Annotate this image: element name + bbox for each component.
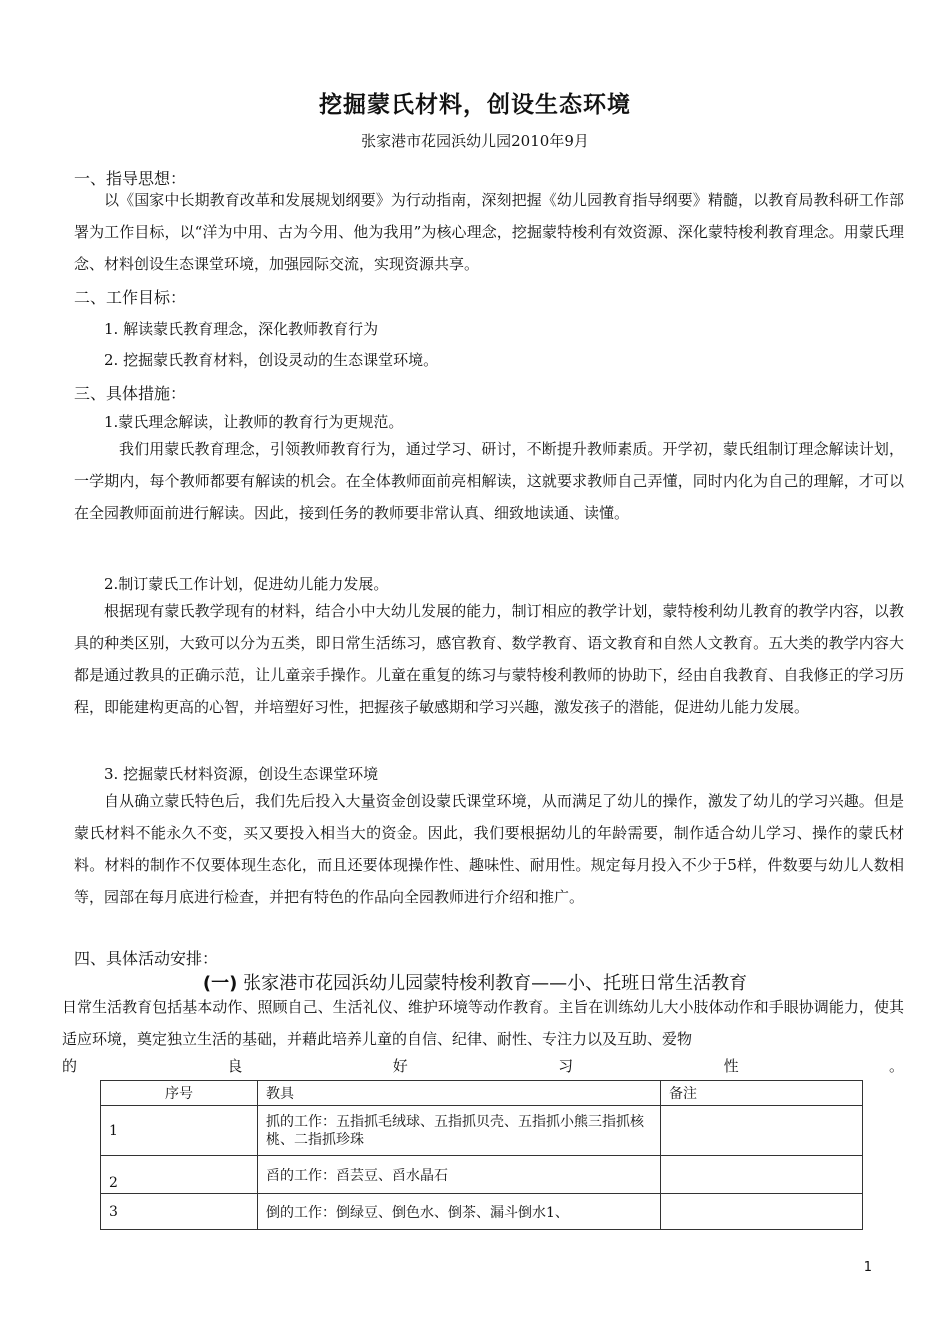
section-heading-activity-schedule: 四、具体活动安排： (74, 949, 219, 968)
tail-char: 好 (392, 1057, 408, 1075)
tail-char: 良 (227, 1057, 243, 1075)
daily-life-paragraph-tail (62, 1055, 904, 1076)
header-note: 备注 (661, 1081, 863, 1106)
measure-2-title: 2.制订蒙氏工作计划，促进幼儿能力发展。 (104, 575, 389, 593)
section-heading-guiding-thought: 一、指导思想： (74, 169, 187, 188)
row-tool: 舀的工作：舀芸豆、舀水晶石 (258, 1156, 661, 1194)
row-note (661, 1194, 863, 1230)
daily-life-paragraph: 日常生活教育包括基本动作、照顾自己、生活礼仪、维护环境等动作教育。主旨在训练幼儿大小肢体动作和手眼协调能力，使其适应环境，奠定独立生活的基础，并藉此培养儿童的自信、纪律、耐性、专注力以及互助、爱物 (62, 998, 904, 1048)
measure-3-title: 3. 挖掘蒙氏材料资源，创设生态课堂环境 (104, 765, 379, 783)
guiding-thought-paragraph: 以《国家中长期教育改革和发展规划纲要》为行动指南，深刻把握《幼儿园教育指导纲要》精髓，以教育局教科研工作部署为工作目标，以“洋为中用、古为今用、他为我用”为核心理念，挖掘蒙特梭利有效资源、深化蒙特梭利教育理念。用蒙氏理念、材料创设生态课堂环境，加强园际交流，实现资源共享。 (74, 191, 904, 273)
table-row (101, 1156, 863, 1194)
table-header-row (101, 1081, 863, 1106)
row-number: 2 (101, 1156, 258, 1194)
measure-3-paragraph: 自从确立蒙氏特色后，我们先后投入大量资金创设蒙氏课堂环境，从而满足了幼儿的操作，激发了幼儿的学习兴趣。但是蒙氏材料不能永久不变，买又要投入相当大的资金。因此，我们要根据幼儿的年龄需要，制作适合幼儿学习、操作的蒙氏材料。材料的制作不仅要体现生态化，而且还要体现操作性、趣味性、耐用性。规定每月投入不少于5样，件数要与幼儿人数相等，园部在每月底进行检查，并把有特色的作品向全园教师进行介绍和推广。 (74, 792, 904, 906)
row-tool: 抓的工作：五指抓毛绒球、五指抓贝壳、五指抓小熊三指抓核桃、二指抓珍珠 (258, 1106, 661, 1156)
section-heading-work-goals: 二、工作目标： (74, 288, 187, 307)
work-goal-item-1: 1. 解读蒙氏教育理念，深化教师教育行为 (104, 320, 379, 338)
tail-char: 的 (62, 1057, 78, 1075)
row-note (661, 1156, 863, 1194)
page-subtitle: 张家港市花园浜幼儿园2010年9月 (361, 132, 589, 150)
header-number: 序号 (101, 1081, 258, 1106)
row-number: 3 (101, 1194, 258, 1230)
teaching-tools-table (100, 1080, 863, 1230)
table-row (101, 1194, 863, 1230)
section-heading-measures: 三、具体措施： (74, 384, 187, 403)
measure-1-paragraph: 我们用蒙氏教育理念，引领教师教育行为，通过学习、研讨，不断提升教师素质。开学初，蒙氏组制订理念解读计划，一学期内，每个教师都要有解读的机会。在全体教师面前亮相解读，这就要求教师自己弄懂，同时内化为自己的理解，才可以在全园教师面前进行解读。因此，接到任务的教师要非常认真、细致地读通、读懂。 (74, 440, 904, 522)
row-tool: 倒的工作：倒绿豆、倒色水、倒茶、漏斗倒水1、 (258, 1194, 661, 1230)
measure-1-title: 1.蒙氏理念解读，让教师的教育行为更规范。 (104, 413, 404, 431)
work-goal-item-2: 2. 挖掘蒙氏教育材料，创设灵动的生态课堂环境。 (104, 351, 439, 369)
header-tool: 教具 (258, 1081, 661, 1106)
subsection-number: (一) (202, 973, 238, 994)
measure-2-paragraph: 根据现有蒙氏教学现有的材料，结合小中大幼儿发展的能力，制订相应的教学计划，蒙特梭利幼儿教育的教学内容，以教具的种类区别，大致可以分为五类，即日常生活练习，感官教育、数学教育、语文教育和自然人文教育。五大类的教学内容大都是通过教具的正确示范，让儿童亲手操作。儿童在重复的练习与蒙特梭利教师的协助下，经由自我教育、自我修正的学习历程，即能建构更高的心智，并培塑好习性，把握孩子敏感期和学习兴趣，激发孩子的潜能，促进幼儿能力发展。 (74, 602, 904, 716)
tail-char: 习 (558, 1057, 574, 1075)
page-title: 挖掘蒙氏材料，创设生态环境 (319, 92, 631, 118)
tail-char: 。 (888, 1057, 904, 1075)
subsection-title: 张家港市花园浜幼儿园蒙特梭利教育——小、托班日常生活教育 (237, 973, 748, 994)
tail-char: 性 (723, 1057, 739, 1075)
row-note (661, 1106, 863, 1156)
page-number: 1 (863, 1260, 872, 1275)
table-row (101, 1106, 863, 1156)
row-number: 1 (101, 1106, 258, 1156)
